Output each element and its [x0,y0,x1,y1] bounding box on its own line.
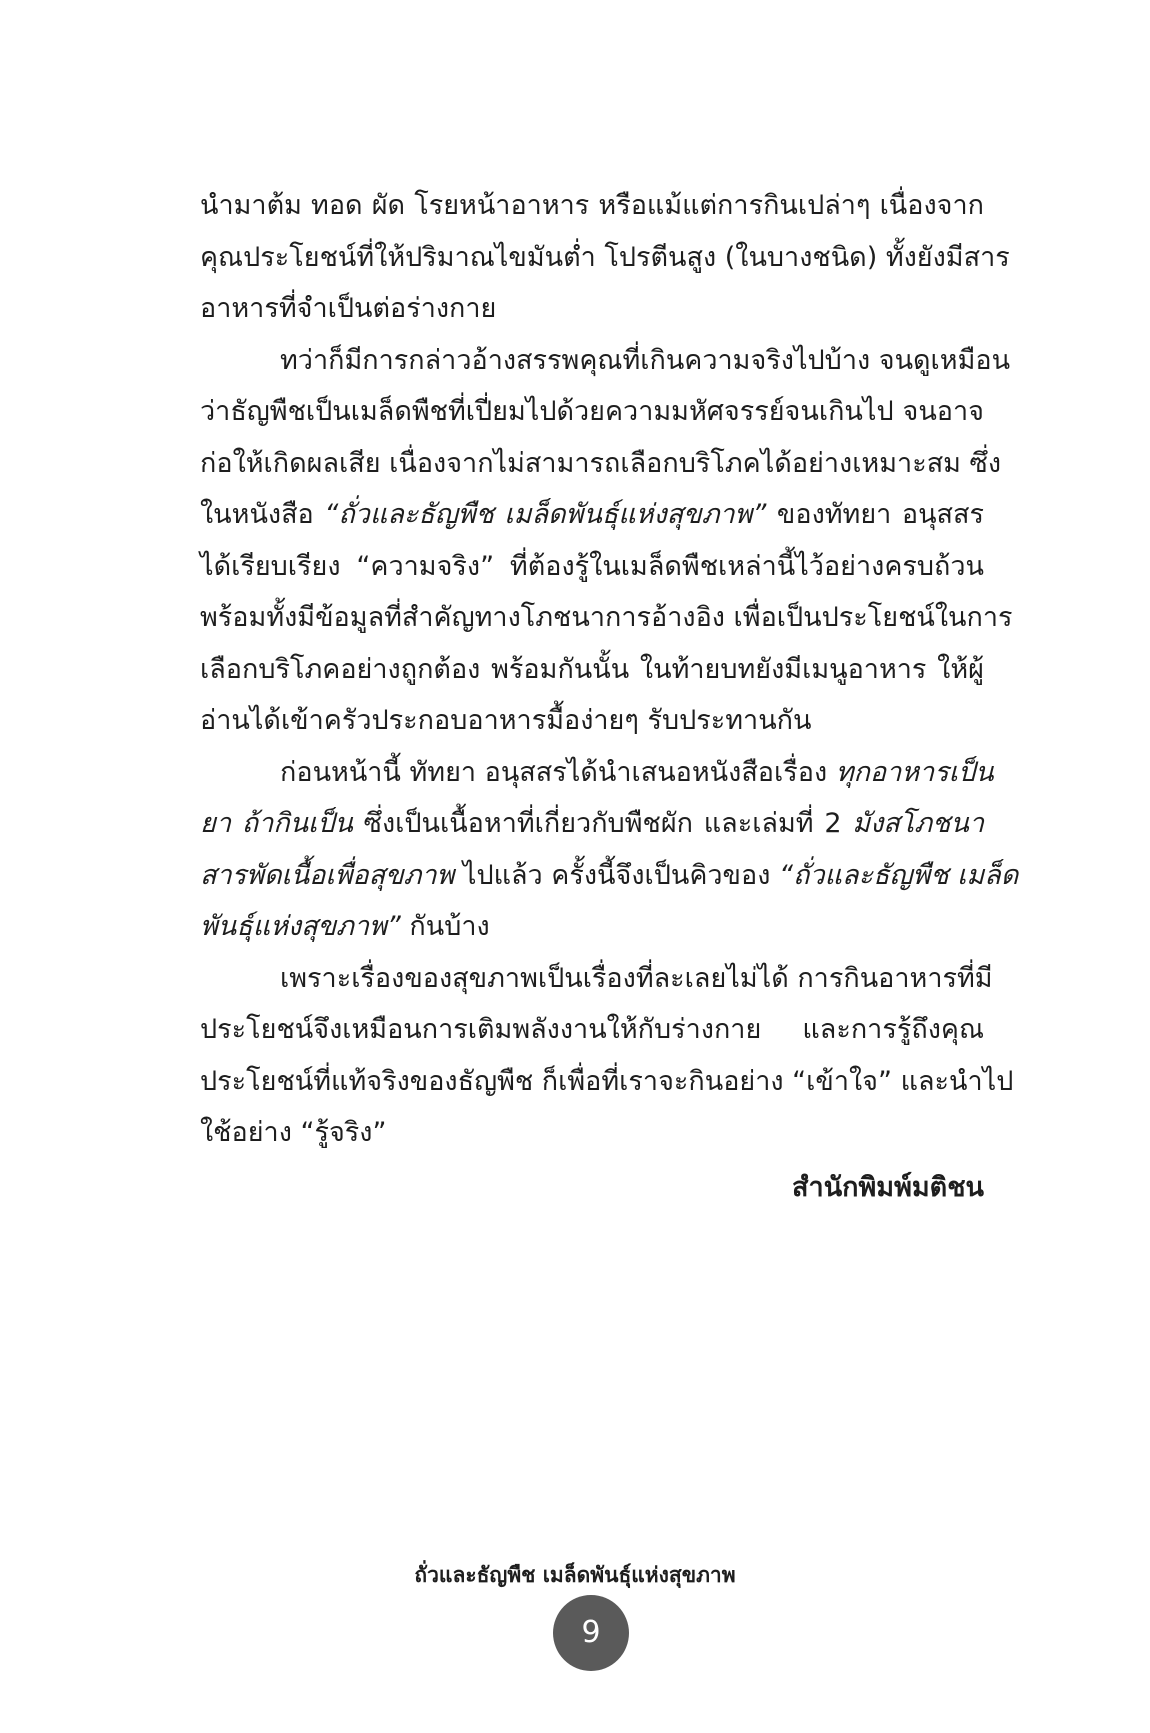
page-body [200,180,1019,1159]
text-line [200,1107,984,1159]
paragraph [200,953,1014,1159]
text-run: ของทัทยา อนุสสร [766,499,985,530]
text-run: ก่อให้เกิดผลเสีย เนื่องจากไม่สามารถเลือกบริโภคได้อย่างเหมาะสม ซึ่ง [200,447,1002,479]
text-run: พร้อมทั้งมีข้อมูลที่สำคัญทางโภชนาการอ้างอิง เพื่อเป็นประโยชน์ในการ [200,602,1013,633]
text-run: ประโยชน์จึงเหมือนการเติมพลังงานให้กับร่างกาย และการรู้ถึงคุณ [200,1014,984,1045]
text-line [200,283,984,335]
paragraph [200,747,1019,953]
book-title-italic: “ถั่วและธัญพืช เมล็ด [779,859,1019,891]
text-line [200,644,984,696]
publisher-signature: สำนักพิมพ์มติชน [792,1172,984,1203]
text-run: ก่อนหน้านี้ ทัทยา อนุสสรได้นำเสนอหนังสือเรื่อง [280,756,836,788]
paragraph [200,180,1010,335]
page-number: 9 [553,1595,629,1671]
text-line [200,695,984,747]
text-line [200,901,984,953]
text-run: เลือกบริโภคอย่างถูกต้อง พร้อมกันนั้น ในท้ายบทยังมีเมนูอาหาร ให้ผู้ [200,653,984,685]
text-run: เพราะเรื่องของสุขภาพเป็นเรื่องที่ละเลยไม่ได้ การกินอาหารที่มี [280,962,993,994]
text-line [200,489,984,541]
book-title-italic: “ถั่วและธัญพืช เมล็ดพันธุ์แห่งสุขภาพ” [324,499,767,530]
text-run: ประโยชน์ที่แท้จริงของธัญพืช ก็เพื่อที่เราจะกินอย่าง “เข้าใจ” และนำไป [200,1065,1014,1097]
book-title-italic: ทุกอาหารเป็น [835,756,994,788]
text-run: ได้เรียบเรียง “ความจริง” ที่ต้องรู้ในเมล็ดพืชเหล่านี้ไว้อย่างครบถ้วน [200,550,984,582]
text-line [200,798,984,850]
book-title-italic: มังสโภชนา [852,808,985,839]
text-run: ไปแล้ว ครั้งนี้จึงเป็นคิวของ [454,859,779,891]
text-line [200,438,1002,490]
text-line [200,592,1013,644]
text-line [200,850,1019,902]
paragraph [200,335,1013,747]
text-line [200,386,984,438]
text-line [200,747,994,799]
book-title-italic: ยา ถ้ากินเป็น [200,808,353,839]
text-run: ซึ่งเป็นเนื้อหาที่เกี่ยวกับพืชผัก และเล่มที่ 2 [352,808,853,839]
book-title-italic: สารพัดเนื้อเพื่อสุขภาพ [200,859,455,891]
text-run: กันบ้าง [400,911,490,942]
text-run: คุณประโยชน์ที่ให้ปริมาณไขมันต่ำ โปรตีนสูง (ในบางชนิด) ทั้งยังมีสาร [200,241,1010,273]
book-title-italic: พันธุ์แห่งสุขภาพ” [200,911,401,942]
text-run: ใช้อย่าง “รู้จริง” [200,1117,387,1148]
text-line [200,180,984,232]
running-footer-book-title: ถั่วและธัญพืช เมล็ดพันธุ์แห่งสุขภาพ [414,1563,736,1587]
text-line [200,953,993,1005]
text-run: อ่านได้เข้าครัวประกอบอาหารมื้อง่ายๆ รับประทานกัน [200,705,812,736]
text-run: ในหนังสือ [200,499,325,530]
text-run: ทว่าก็มีการกล่าวอ้างสรรพคุณที่เกินความจริงไปบ้าง จนดูเหมือน [280,344,1011,376]
text-line [200,232,1010,284]
text-line [200,1004,984,1056]
text-line [200,335,1011,387]
text-run: ว่าธัญพืชเป็นเมล็ดพืชที่เปี่ยมไปด้วยความมหัศจรรย์จนเกินไป จนอาจ [200,396,984,427]
text-line [200,541,984,593]
text-line [200,1056,1014,1108]
text-run: อาหารที่จำเป็นต่อร่างกาย [200,293,497,324]
text-run: นำมาต้ม ทอด ผัด โรยหน้าอาหาร หรือแม้แต่การกินเปล่าๆ เนื่องจาก [200,190,984,221]
